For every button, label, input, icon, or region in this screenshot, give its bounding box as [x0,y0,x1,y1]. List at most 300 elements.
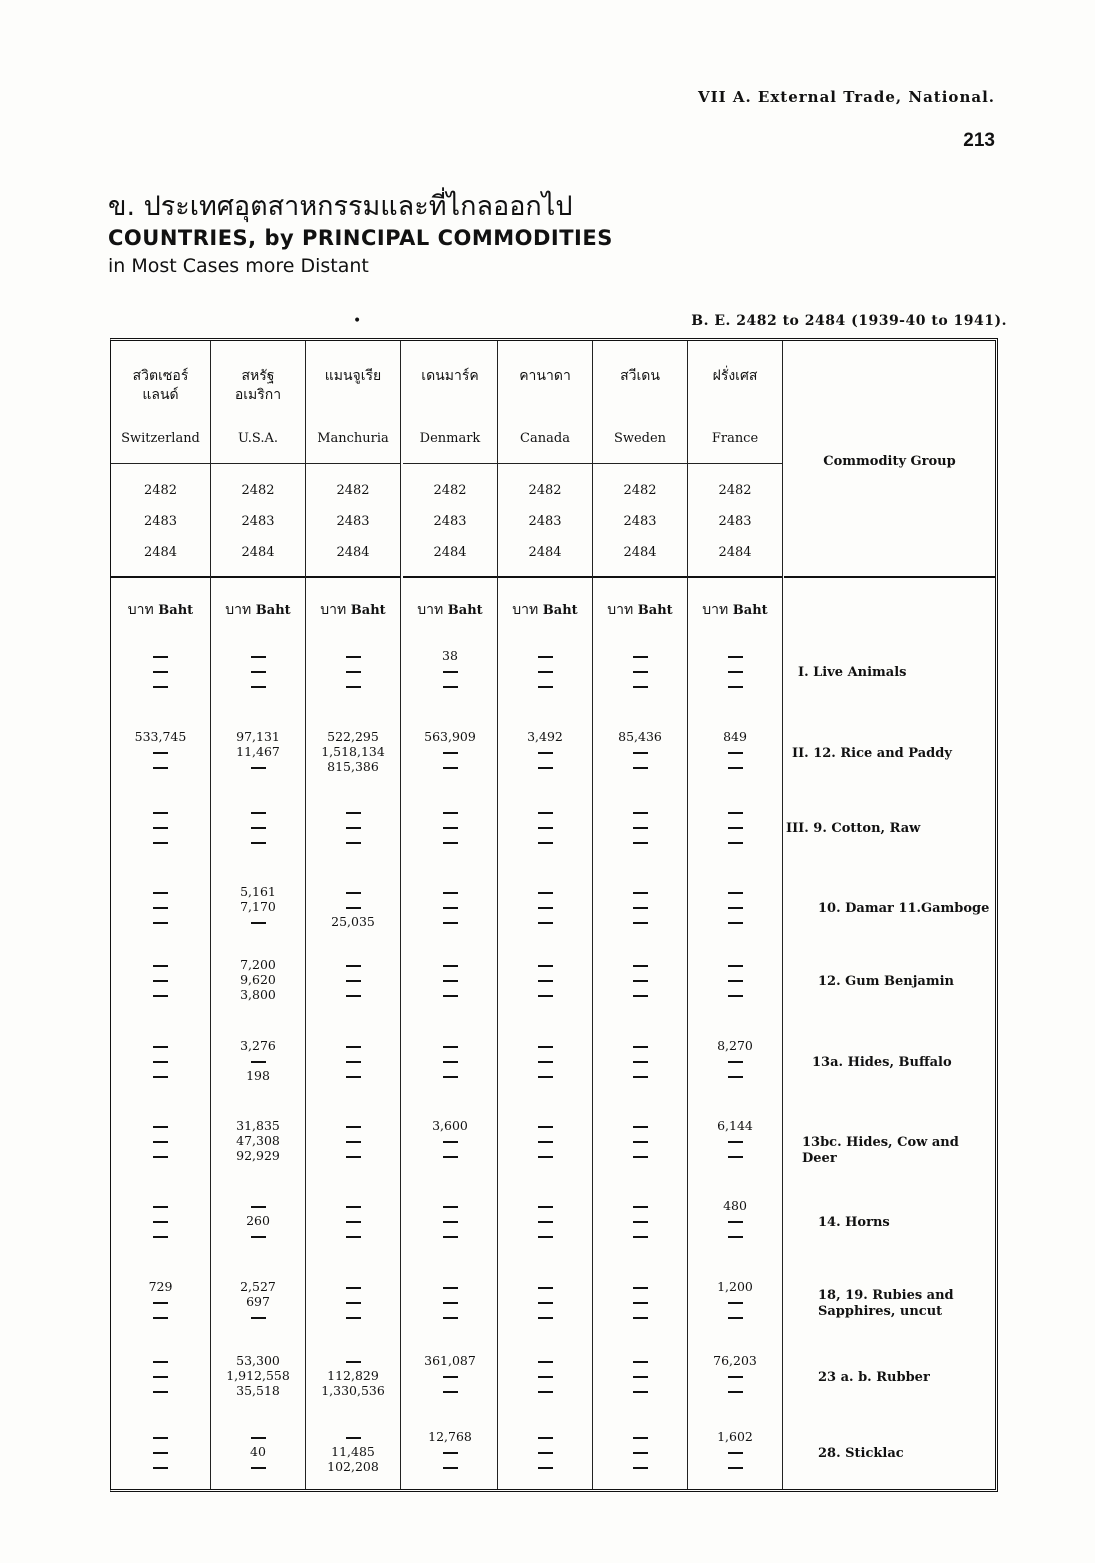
table-cell-group [688,1353,782,1419]
table-cell-group [111,648,210,714]
nil-dash [728,980,743,982]
nil-dash [633,767,648,769]
nil-dash [633,686,648,688]
table-cell-nil [403,1444,497,1459]
country-name-thai: สวิตเซอร์ แลนด์ [132,368,189,403]
nil-dash [346,827,361,829]
table-cell-nil [593,1368,687,1383]
table-cell-value: 3,800 [240,987,276,1002]
table-cell-nil [593,987,687,1002]
commodity-label: 13bc. Hides, Cow and Deer [802,1135,959,1166]
table-cell-group [593,1353,687,1419]
nil-dash [251,1437,266,1439]
header-rule [211,463,305,464]
nil-dash [538,922,553,924]
currency-unit-english: Baht [633,603,673,618]
table-cell-nil [403,914,497,929]
table-cell-group [111,1429,210,1495]
nil-dash [633,1361,648,1363]
nil-dash [633,1221,648,1223]
nil-dash [153,1467,168,1469]
nil-dash [251,922,266,924]
nil-dash [443,995,458,997]
table-cell-nil [403,1459,497,1474]
currency-unit-english: Baht [346,603,386,618]
commodity-column [784,341,995,1489]
table-cell-value: 1,912,558 [226,1368,290,1383]
table-cell-group [306,1038,400,1104]
table-cell-group [403,1353,497,1419]
table-cell-nil [111,1459,210,1474]
table-cell-nil [688,1383,782,1398]
table-cell-nil [593,1053,687,1068]
nil-dash [633,827,648,829]
country-name-thai: สวีเดน [620,368,660,384]
table-cell-group [211,1118,305,1184]
country-name-english: France [711,431,759,446]
nil-dash [538,1206,553,1208]
table-cell-group [403,729,497,795]
table-cell-nil [306,819,400,834]
nil-dash [443,1061,458,1063]
nil-dash [538,842,553,844]
nil-dash [153,1236,168,1238]
nil-dash [538,1437,553,1439]
table-cell-value: 76,203 [713,1353,757,1368]
table-cell-group [403,1198,497,1264]
table-cell-group [111,804,210,870]
table-cell-value: 198 [246,1068,270,1083]
nil-dash [443,1236,458,1238]
table-cell-nil [111,899,210,914]
nil-dash [633,1061,648,1063]
nil-dash [728,1391,743,1393]
table-cell-nil [688,678,782,693]
nil-dash [728,1156,743,1158]
table-cell-value: 12,768 [428,1429,472,1444]
table-cell-nil [306,834,400,849]
nil-dash [633,1302,648,1304]
table-cell-nil [306,899,400,914]
nil-dash [538,1141,553,1143]
table-cell-group [498,804,592,870]
currency-unit [498,599,592,621]
table-cell-nil [111,1133,210,1148]
table-cell-group [593,1198,687,1264]
table-cell-nil [593,957,687,972]
nil-dash [153,767,168,769]
header-bottom-rule [403,576,497,578]
table-cell-nil [498,884,592,899]
nil-dash [443,1376,458,1378]
table-cell-nil [111,1118,210,1133]
nil-dash [633,752,648,754]
table-cell-nil [688,1444,782,1459]
table-cell-nil [111,972,210,987]
nil-dash [153,812,168,814]
nil-dash [633,1156,648,1158]
table-cell-nil [498,1118,592,1133]
country-column [111,341,211,1489]
nil-dash [346,965,361,967]
nil-dash [728,752,743,754]
table-cell-value: 3,276 [240,1038,276,1053]
table-cell-group [498,957,592,1023]
table-cell-nil [211,1459,305,1474]
year-label: 2482 [528,483,562,498]
year-label: 2483 [336,514,370,529]
table-cell-nil [211,834,305,849]
table-cell-nil [593,1309,687,1324]
table-cell-nil [498,1368,592,1383]
table-cell-nil [403,1213,497,1228]
table-cell-nil [306,972,400,987]
table-cell-nil [306,678,400,693]
nil-dash [346,656,361,658]
nil-dash [443,892,458,894]
table-cell-group [688,1198,782,1264]
table-cell-group [306,957,400,1023]
nil-dash [728,767,743,769]
commodity-label: 23 a. b. Rubber [818,1370,930,1385]
table-cell-nil [593,1213,687,1228]
table-cell-value: 1,330,536 [321,1383,385,1398]
country-column [593,341,688,1489]
nil-dash [346,1076,361,1078]
nil-dash [728,656,743,658]
table-cell-nil [306,648,400,663]
table-cell-value: 697 [246,1294,270,1309]
table-cell-nil [498,972,592,987]
table-cell-value: 7,170 [240,899,276,914]
table-cell-group [111,1198,210,1264]
table-cell-nil [593,1068,687,1083]
nil-dash [251,1467,266,1469]
header-rule [403,463,497,464]
nil-dash [251,827,266,829]
nil-dash [633,1376,648,1378]
table-cell-group [306,729,400,795]
nil-dash [538,1046,553,1048]
table-cell-nil [111,759,210,774]
table-cell-nil [498,1228,592,1243]
nil-dash [346,892,361,894]
nil-dash [346,1317,361,1319]
table-cell-group [688,1429,782,1495]
nil-dash [251,686,266,688]
table-cell-nil [498,1279,592,1294]
table-cell-group [403,1118,497,1184]
table-cell-nil [306,957,400,972]
table-cell-group [688,729,782,795]
nil-dash [443,1287,458,1289]
nil-dash [251,1206,266,1208]
table-cell-nil [498,834,592,849]
table-cell-nil [306,1133,400,1148]
nil-dash [153,1206,168,1208]
year-label: 2484 [528,545,562,560]
nil-dash [443,1317,458,1319]
table-cell-nil [111,1294,210,1309]
table-cell-nil [306,1213,400,1228]
table-cell-group [211,1429,305,1495]
table-cell-group [306,1353,400,1419]
header-rule [688,463,782,464]
table-cell-nil [593,819,687,834]
nil-dash [153,752,168,754]
table-cell-nil [593,884,687,899]
currency-unit-english: Baht [153,603,194,618]
table-cell-nil [111,1068,210,1083]
nil-dash [633,1467,648,1469]
table-cell-nil [211,759,305,774]
table-cell-nil [498,987,592,1002]
nil-dash [728,842,743,844]
header-rule [306,463,400,464]
nil-dash [153,1046,168,1048]
nil-dash [153,671,168,673]
year-label: 2482 [143,483,178,498]
table-cell-nil [403,1053,497,1068]
table-cell-value: 11,467 [236,744,280,759]
table-cell-nil [403,1198,497,1213]
nil-dash [443,1391,458,1393]
commodity-label: 14. Horns [818,1215,890,1230]
nil-dash [153,1141,168,1143]
table-cell-group [403,648,497,714]
table-cell-nil [211,914,305,929]
table-cell-group [498,1353,592,1419]
table-cell-nil [688,1133,782,1148]
country-name-thai: แมนจูเรีย [324,368,382,384]
table-cell-nil [593,678,687,693]
nil-dash [346,1141,361,1143]
table-cell-value: 1,518,134 [321,744,385,759]
table-cell-nil [688,1459,782,1474]
commodity-group-header: Commodity Group [823,454,956,469]
table-cell-value: 85,436 [618,729,662,744]
nil-dash [538,1452,553,1454]
nil-dash [538,827,553,829]
table-cell-nil [306,804,400,819]
nil-dash [153,1391,168,1393]
nil-dash [443,752,458,754]
table-cell-group [403,957,497,1023]
country-name-english: U.S.A. [238,431,278,446]
table-cell-nil [111,1053,210,1068]
nil-dash [443,1221,458,1223]
nil-dash [633,1391,648,1393]
table-cell-group [403,1038,497,1104]
year-label: 2482 [241,483,275,498]
table-cell-nil [688,1053,782,1068]
table-cell-nil [498,914,592,929]
table-cell-group [306,1198,400,1264]
page-number: 213 [963,130,995,151]
table-cell-nil [593,834,687,849]
currency-unit [688,599,782,621]
table-cell-nil [498,1038,592,1053]
table-cell-group [498,648,592,714]
nil-dash [538,671,553,673]
nil-dash [728,1376,743,1378]
table-cell-value: 815,386 [327,759,379,774]
nil-dash [538,1061,553,1063]
nil-dash [153,1361,168,1363]
nil-dash [443,1206,458,1208]
table-cell-group [403,1429,497,1495]
nil-dash [443,1467,458,1469]
table-cell-group [688,648,782,714]
table-cell-value: 97,131 [236,729,280,744]
table-cell-value: 1,602 [717,1429,753,1444]
table-cell-nil [211,1309,305,1324]
table-cell-nil [111,819,210,834]
year-label: 2482 [336,483,370,498]
nil-dash [251,656,266,658]
nil-dash [538,656,553,658]
table-cell-value: 3,492 [527,729,563,744]
table-cell-nil [498,678,592,693]
table-cell-nil [403,663,497,678]
nil-dash [443,1156,458,1158]
table-cell-nil [498,1383,592,1398]
nil-dash [346,980,361,982]
table-cell-nil [688,834,782,849]
nil-dash [538,1287,553,1289]
table-cell-group [593,804,687,870]
table-cell-group [593,1279,687,1345]
year-label: 2482 [433,483,467,498]
table-cell-value: 40 [250,1444,266,1459]
table-cell-group [211,884,305,950]
table-cell-value: 102,208 [327,1459,379,1474]
nil-dash [538,1126,553,1128]
table-cell-value: 5,161 [240,884,276,899]
nil-dash [728,671,743,673]
year-label: 2483 [241,514,275,529]
currency-unit-thai: บาท [702,602,729,618]
table-cell-nil [498,663,592,678]
nil-dash [443,1452,458,1454]
table-cell-nil [211,678,305,693]
table-cell-nil [498,1459,592,1474]
nil-dash [443,767,458,769]
table-cell-nil [211,1429,305,1444]
table-cell-group [403,884,497,950]
table-cell-nil [498,899,592,914]
nil-dash [153,892,168,894]
table-cell-nil [498,648,592,663]
nil-dash [633,922,648,924]
nil-dash [251,842,266,844]
nil-dash [153,980,168,982]
table-cell-nil [593,663,687,678]
title-block [108,190,613,280]
nil-dash [153,922,168,924]
table-cell-nil [403,1038,497,1053]
table-cell-nil [306,1198,400,1213]
table-cell-value: 112,829 [327,1368,379,1383]
table-cell-nil [306,1038,400,1053]
nil-dash [538,686,553,688]
table-cell-group [211,1038,305,1104]
table-cell-nil [593,1294,687,1309]
nil-dash [538,812,553,814]
nil-dash [346,1361,361,1363]
table-cell-nil [593,1279,687,1294]
currency-unit [306,599,400,621]
table-cell-value: 53,300 [236,1353,280,1368]
table-cell-nil [688,1294,782,1309]
year-label: 2482 [623,483,657,498]
nil-dash [346,1287,361,1289]
nil-dash [728,907,743,909]
section-header: VII A. External Trade, National. [697,88,995,106]
header-bottom-rule [498,576,592,578]
country-name-thai: คานาดา [519,368,571,384]
table-cell-nil [111,678,210,693]
nil-dash [728,1141,743,1143]
table-cell-group [688,884,782,950]
table-cell-nil [593,899,687,914]
table-cell-group [111,957,210,1023]
table-cell-value: 849 [723,729,747,744]
table-cell-nil [688,1228,782,1243]
header-bottom-rule [306,576,400,578]
nil-dash [633,980,648,982]
table-cell-nil [688,759,782,774]
year-label: 2483 [623,514,657,529]
table-cell-nil [111,884,210,899]
nil-dash [538,1317,553,1319]
nil-dash [728,1317,743,1319]
nil-dash [538,1076,553,1078]
table-cell-nil [403,1148,497,1163]
table-cell-nil [593,1038,687,1053]
nil-dash [538,1376,553,1378]
nil-dash [153,656,168,658]
table-cell-nil [211,1198,305,1213]
nil-dash [346,686,361,688]
table-cell-nil [593,972,687,987]
nil-dash [538,1236,553,1238]
nil-dash [251,812,266,814]
country-name-thai: ฝรั่งเศส [712,368,758,384]
nil-dash [538,1156,553,1158]
nil-dash [633,1141,648,1143]
table-cell-nil [498,804,592,819]
table-cell-nil [593,1353,687,1368]
nil-dash [153,1437,168,1439]
nil-dash [443,907,458,909]
nil-dash [728,1452,743,1454]
table-cell-nil [498,1053,592,1068]
nil-dash [633,1287,648,1289]
table-cell-group [211,1279,305,1345]
year-label: 2483 [718,514,752,529]
nil-dash [728,965,743,967]
table-cell-nil [111,914,210,929]
header-rule [593,463,687,464]
table-cell-value: 35,518 [236,1383,280,1398]
table-cell-nil [688,648,782,663]
table-cell-nil [688,1309,782,1324]
table-cell-nil [403,957,497,972]
table-cell-nil [306,1429,400,1444]
nil-dash [728,1236,743,1238]
header-bottom-rule [688,576,782,578]
